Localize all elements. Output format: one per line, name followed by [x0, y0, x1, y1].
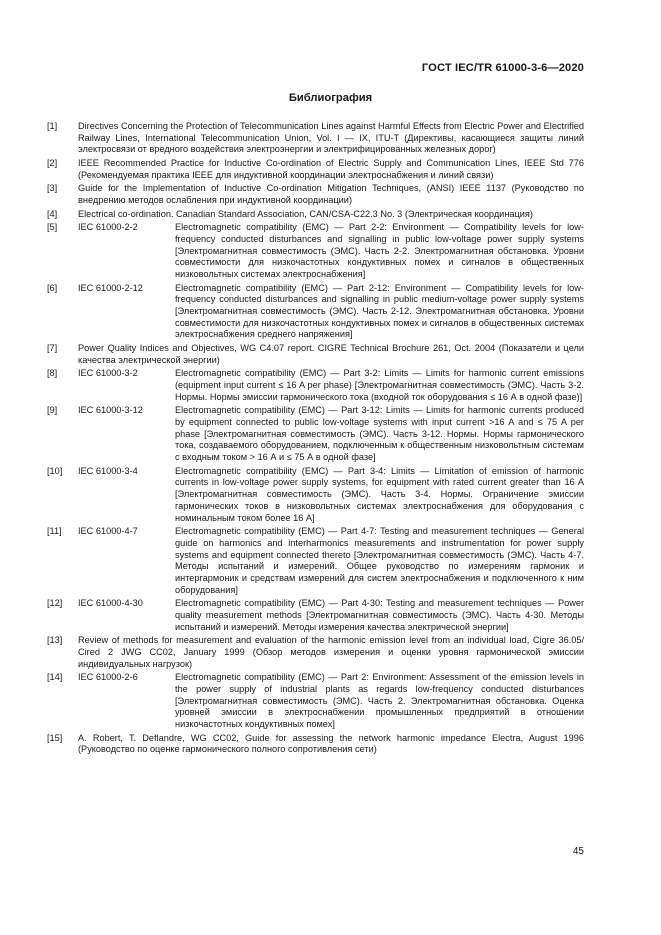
entry-number: [13]	[47, 635, 63, 646]
page-title: Библиография	[288, 92, 373, 104]
entry-number: [1]	[47, 121, 58, 131]
entry-text: Guide for the Implementation of Inductive Co-ordination Mitigation Techniques, (ANSI) IEEE 1137 (Руководство по внедрению методов ослабления при индуктивной координации)	[78, 183, 584, 205]
entry-text: Electromagnetic compatibility (EMC) — Part 2-12: Environment — Compatibility levels for low-frequency conducted disturbances and signalling in public medium-voltage power supply systems [Электромагнитная совместимость (ЭМС). Часть 2-12. Электромагнитная обстановка. Уровни совместимости для низкочастотных кондуктивных помех и сигналов в общественных системах электроснабжения среднего напряжения]	[175, 282, 584, 340]
entry-standard-id: IEC 61000-2-12	[78, 282, 143, 293]
standard-code-header: ГОСТ IEC/TR 61000-3-6—2020	[421, 62, 584, 74]
entry-number: [11]	[47, 526, 62, 537]
bibliography-entry	[47, 672, 584, 731]
entry-number: [3]	[47, 183, 58, 194]
entry-text: Electromagnetic compatibility (EMC) — Part 2-2: Environment — Compatibility levels for low-frequency conducted disturbances and signalling in public low-voltage power supply systems [Электромагнитная совместимость (ЭМС). Часть 2-2. Электромагнитная обстановка. Уровни совместимости для низкочастотных кондуктивных помех и сигналов в общественных низковольтных системах электроснабжения]	[175, 222, 584, 279]
bibliography-entry	[47, 158, 584, 181]
bibliography-entry	[47, 209, 584, 221]
bibliography-entry	[47, 635, 584, 670]
bibliography-entry	[47, 368, 584, 403]
entry-text: Electromagnetic compatibility (EMC) — Part 3-4: Limits — Limitation of emission of harmonic currents in low-voltage power supply systems, for equipment with rated current greater than 16 A [Электромагнитная совместимость (ЭМС). Часть 3-4. Нормы. Ограничение эмиссии гармонических токов в низковольтных системах электроснабжения для оборудования с номинальным током более 16 А]	[175, 465, 584, 523]
page-number: 45	[572, 846, 584, 857]
entry-number: [6]	[47, 282, 58, 293]
bibliography-entry	[47, 466, 584, 525]
bibliography-entry	[47, 733, 584, 756]
entry-number: [15]	[47, 732, 63, 743]
entry-text: Electrical co-ordination. Canadian Standard Association, CAN/CSA-C22.3 No. 3 (Электрическая координация)	[78, 208, 533, 219]
bibliography-entry	[47, 222, 584, 281]
bibliography-entry	[47, 283, 584, 342]
bibliography-entry	[47, 183, 584, 206]
entry-number: [12]	[47, 598, 63, 609]
entry-number: [9]	[47, 405, 58, 416]
entry-text: IEEE Recommended Practice for Inductive Co-ordination of Electric Supply and Communication Lines, IEEE Std 776 (Рекомендуемая практика IEEE для индуктивной координации электроснабжения и линий связи)	[78, 158, 584, 180]
entry-standard-id: IEC 61000-4-30	[78, 598, 143, 609]
bibliography-entry	[47, 343, 584, 366]
entry-text: Electromagnetic compatibility (EMC) — Part 4-7: Testing and measurement techniques — General guide on harmonics and interharmonics measurements and instrumentation for power supply systems and equipment connected thereto [Электромагнитная совместимость (ЭМС). Часть 4-7. Методы испытаний и измерений. Общее руководство по измерениям гармоник и интергармоник и средствам измерений для систем электроснабжения и подключенного к ним оборудования]	[175, 526, 584, 595]
entry-standard-id: IEC 61000-3-12	[78, 405, 143, 416]
entry-text: Electromagnetic compatibility (EMC) — Part 2: Environment: Assessment of the emission levels in the power supply of industrial plants as regards low-frequency conducted disturbances [Электромагнитная совместимость (ЭМС). Часть 2. Электромагнитная обстановка. Оценка уровней эмиссии в электроснабжении промышленных предприятий в отношении низкочастотных кондуктивных помех]	[175, 672, 584, 730]
entry-text: Electromagnetic compatibility (EMC) — Part 4-30: Testing and measurement techniques — Power quality measurement methods [Электромагнитная совместимость (ЭМС). Часть 4-30. Методы испытаний и измерений. Методы измерения качества электрической энергии]	[175, 598, 584, 632]
entry-number: [10]	[47, 465, 63, 476]
entry-number: [14]	[47, 672, 63, 683]
entry-standard-id: IEC 61000-2-6	[78, 672, 138, 683]
bibliography-entry	[47, 121, 584, 156]
entry-number: [2]	[47, 158, 58, 168]
entry-standard-id: IEC 61000-3-4	[78, 465, 138, 476]
bibliography-entry	[47, 598, 584, 633]
entry-standard-id: IEC 61000-2-2	[78, 222, 138, 233]
entry-number: [4]	[47, 208, 58, 219]
entry-standard-id: IEC 61000-3-2	[78, 368, 138, 379]
entry-text: Electromagnetic compatibility (EMC) — Part 3-12: Limits — Limits for harmonic currents produced by equipment connected to public low-voltage systems with input current >16 A and ≤ 75 A per phase [Электромагнитная совместимость (ЭМС). Часть 3-12. Нормы. Нормы гармонического тока, создаваемого оборудованием, подключенным к общественным низковольтным системам с входным током > 16 А и ≤ 75 А в одной фазе]	[175, 405, 584, 463]
entry-text: Power Quality Indices and Objectives, WG C4.07 report. CIGRE Technical Brochure 261, Oct. 2004 (Показатели и цели качества электрической энергии)	[78, 343, 584, 365]
entry-number: [8]	[47, 368, 58, 379]
entry-text: Directives Concerning the Protection of Telecommunication Lines against Harmful Effects from Electric Power and Electrified Railway Lines, International Telecommunication Union, Vol. I — IX, ITU-T (Директивы, касающиеся защиты линий электросвязи от вредного воздействия электроэнергии и электрифицированных железных дорог)	[78, 121, 584, 155]
entry-text: A. Robert, T. Deflandre, WG CC02, Guide for assessing the network harmonic impedance Electra, August 1996 (Руководство по оценке гармонического полного сопротивления сети)	[78, 732, 584, 755]
entry-text: Review of methods for measurement and evaluation of the harmonic emission level from an individual load, Cigre 36.05/ Cired 2 JWG CC02, January 1999 (Обзор методов измерения и оценки уровня гармонической эмиссии индивидуальных нагрузок)	[78, 635, 584, 669]
bibliography-list	[47, 121, 584, 758]
entry-number: [5]	[47, 222, 58, 233]
bibliography-entry	[47, 405, 584, 464]
bibliography-entry	[47, 526, 584, 596]
entry-standard-id: IEC 61000-4-7	[78, 526, 138, 537]
entry-number: [7]	[47, 343, 58, 353]
entry-text: Electromagnetic compatibility (EMC) — Part 3-2: Limits — Limits for harmonic current emissions (equipment input current ≤ 16 A per phase) [Электромагнитная совместимость (ЭМС). Часть 3-2. Нормы. Нормы эмиссии гармонического тока (входной ток оборудования ≤ 16 А в одной фазе)]	[175, 368, 584, 402]
